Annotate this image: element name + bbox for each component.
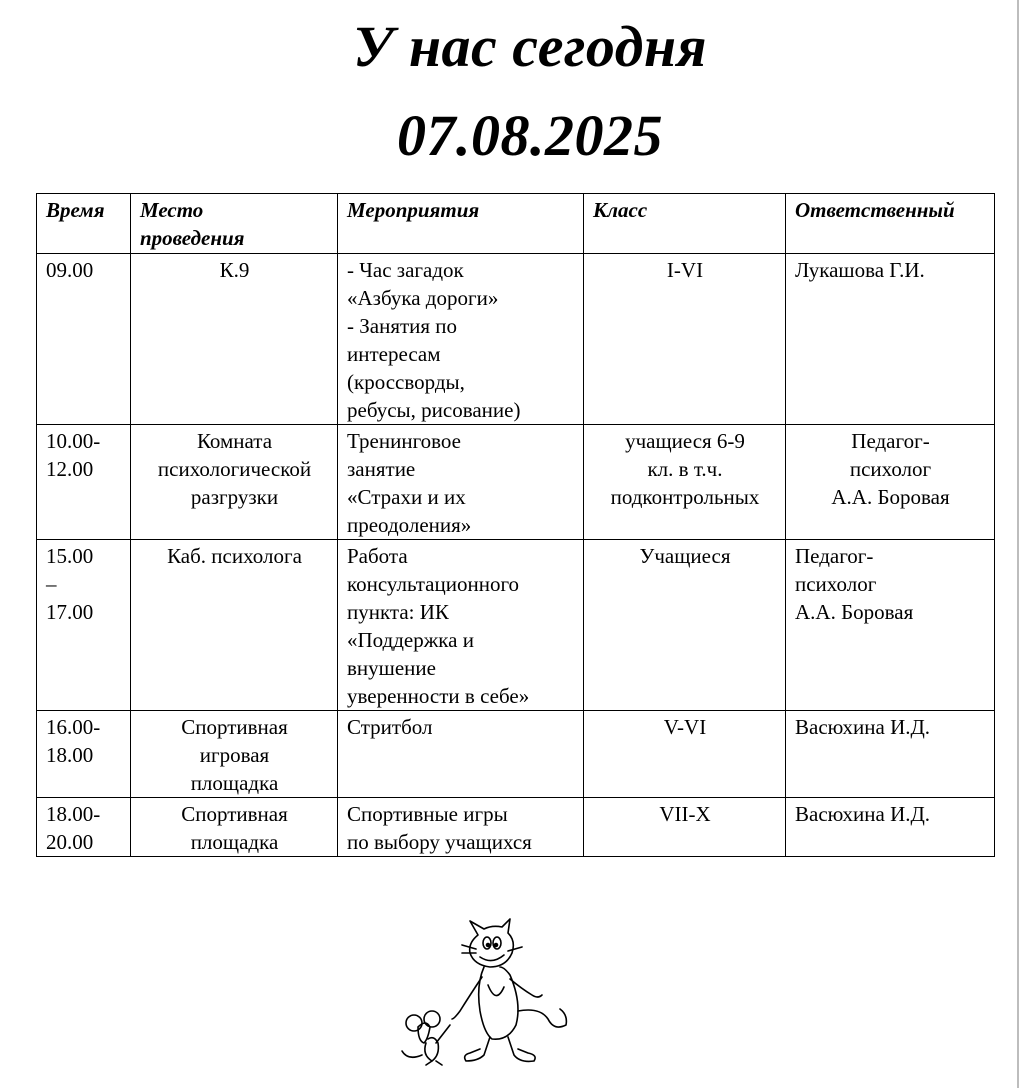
cell-event-line: уверенности в себе» xyxy=(347,684,530,708)
cell-class-line: учащиеся 6-9 xyxy=(625,429,745,453)
cell-place-line: Спортивная xyxy=(181,715,288,739)
cell-time-line: 09.00 xyxy=(46,258,94,282)
cell-responsible xyxy=(786,711,995,798)
cell-place-line: психологической xyxy=(157,457,312,481)
cell-event xyxy=(338,425,584,540)
cell-responsible-line: психолог xyxy=(849,457,932,481)
header-place xyxy=(131,194,338,254)
cell-event-line: Тренинговое xyxy=(347,429,462,453)
cell-responsible-line: Васюхина И.Д. xyxy=(795,802,931,826)
cell-event-line: пункта: ИК xyxy=(347,600,449,624)
header-time: Время xyxy=(37,194,131,254)
cell-class xyxy=(584,425,786,540)
cell-class-line: Учащиеся xyxy=(639,544,731,568)
cell-place xyxy=(131,254,338,425)
cell-responsible-line: А.А. Боровая xyxy=(831,485,950,509)
cell-place-line: игровая xyxy=(199,743,270,767)
table-row xyxy=(37,798,995,857)
cell-place xyxy=(131,798,338,857)
cell-time-line: 12.00 xyxy=(46,457,94,481)
cell-time xyxy=(37,711,131,798)
cell-event xyxy=(338,540,584,711)
header-place-line: Место xyxy=(140,198,204,222)
cell-time-line: 17.00 xyxy=(46,600,94,624)
cell-place xyxy=(131,540,338,711)
cell-event-line: Стритбол xyxy=(347,715,433,739)
cell-responsible xyxy=(786,798,995,857)
cell-responsible-line: А.А. Боровая xyxy=(795,600,914,624)
cell-event-line: «Азбука дороги» xyxy=(347,286,499,310)
cell-responsible xyxy=(786,425,995,540)
header-place-line: проведения xyxy=(140,226,245,250)
table-row xyxy=(37,254,995,425)
cell-event-line: «Поддержка и xyxy=(347,628,474,652)
cell-time-line: 16.00- xyxy=(46,715,101,739)
cell-class-line: подконтрольных xyxy=(610,485,760,509)
cell-place xyxy=(131,425,338,540)
cell-time xyxy=(37,540,131,711)
cell-event-line: Спортивные игры xyxy=(347,802,508,826)
cell-time-line: 18.00 xyxy=(46,743,94,767)
cell-event-line: занятие xyxy=(347,457,416,481)
cell-event-line: ребусы, рисование) xyxy=(347,398,521,422)
cell-event-line: Работа xyxy=(347,544,408,568)
cell-event-line: внушение xyxy=(347,656,436,680)
cell-place-line: площадка xyxy=(190,771,279,795)
cell-responsible-line: Васюхина И.Д. xyxy=(795,715,931,739)
schedule-table xyxy=(36,193,995,857)
cell-class-line: V-VI xyxy=(663,715,707,739)
cell-time xyxy=(37,254,131,425)
cell-place-line: разгрузки xyxy=(190,485,279,509)
cell-event-line: по выбору учащихся xyxy=(347,830,532,854)
cell-class-line: I-VI xyxy=(666,258,704,282)
cell-time-line: 20.00 xyxy=(46,830,94,854)
cell-responsible-line: психолог xyxy=(795,572,877,596)
cell-class xyxy=(584,798,786,857)
cell-responsible xyxy=(786,540,995,711)
cell-event-line: - Занятия по xyxy=(347,314,458,338)
cell-event-line: - Час загадок xyxy=(347,258,464,282)
cell-responsible-line: Лукашова Г.И. xyxy=(795,258,925,282)
table-row xyxy=(37,540,995,711)
cell-time-line: 18.00- xyxy=(46,802,101,826)
cell-responsible xyxy=(786,254,995,425)
cell-event-line: консультационного xyxy=(347,572,520,596)
cell-event xyxy=(338,798,584,857)
cell-place xyxy=(131,711,338,798)
header-class: Класс xyxy=(584,194,786,254)
cell-responsible-line: Педагог- xyxy=(851,429,930,453)
cell-time xyxy=(37,798,131,857)
cell-place-line: Каб. психолога xyxy=(167,544,302,568)
cell-event xyxy=(338,711,584,798)
cell-place-line: К.9 xyxy=(219,258,250,282)
cell-time-line: – xyxy=(46,572,57,596)
cell-class-line: кл. в т.ч. xyxy=(647,457,723,481)
cell-event xyxy=(338,254,584,425)
cell-event-line: «Страхи и их xyxy=(347,485,466,509)
cell-class xyxy=(584,711,786,798)
table-row xyxy=(37,711,995,798)
table-row xyxy=(37,425,995,540)
cell-time-line: 10.00- xyxy=(46,429,101,453)
cell-time-line: 15.00 xyxy=(46,544,94,568)
cell-time xyxy=(37,425,131,540)
header-event: Мероприятия xyxy=(338,194,584,254)
schedule-body xyxy=(37,254,995,857)
cell-place-line: Комната xyxy=(196,429,273,453)
page-date: 07.08.2025 xyxy=(397,103,663,168)
cell-responsible-line: Педагог- xyxy=(795,544,874,568)
table-header-row xyxy=(37,194,995,254)
cell-place-line: Спортивная xyxy=(181,802,288,826)
cat-and-mouse-illustration xyxy=(392,915,582,1070)
cell-class xyxy=(584,254,786,425)
cell-event-line: (кроссворды, xyxy=(347,370,465,394)
header-responsible: Ответственный xyxy=(786,194,995,254)
cell-class xyxy=(584,540,786,711)
cell-event-line: интересам xyxy=(347,342,441,366)
cell-event-line: преодоления» xyxy=(347,513,472,537)
page-title: У нас сегодня xyxy=(352,14,708,79)
cell-class-line: VII-X xyxy=(659,802,711,826)
cell-place-line: площадка xyxy=(190,830,279,854)
